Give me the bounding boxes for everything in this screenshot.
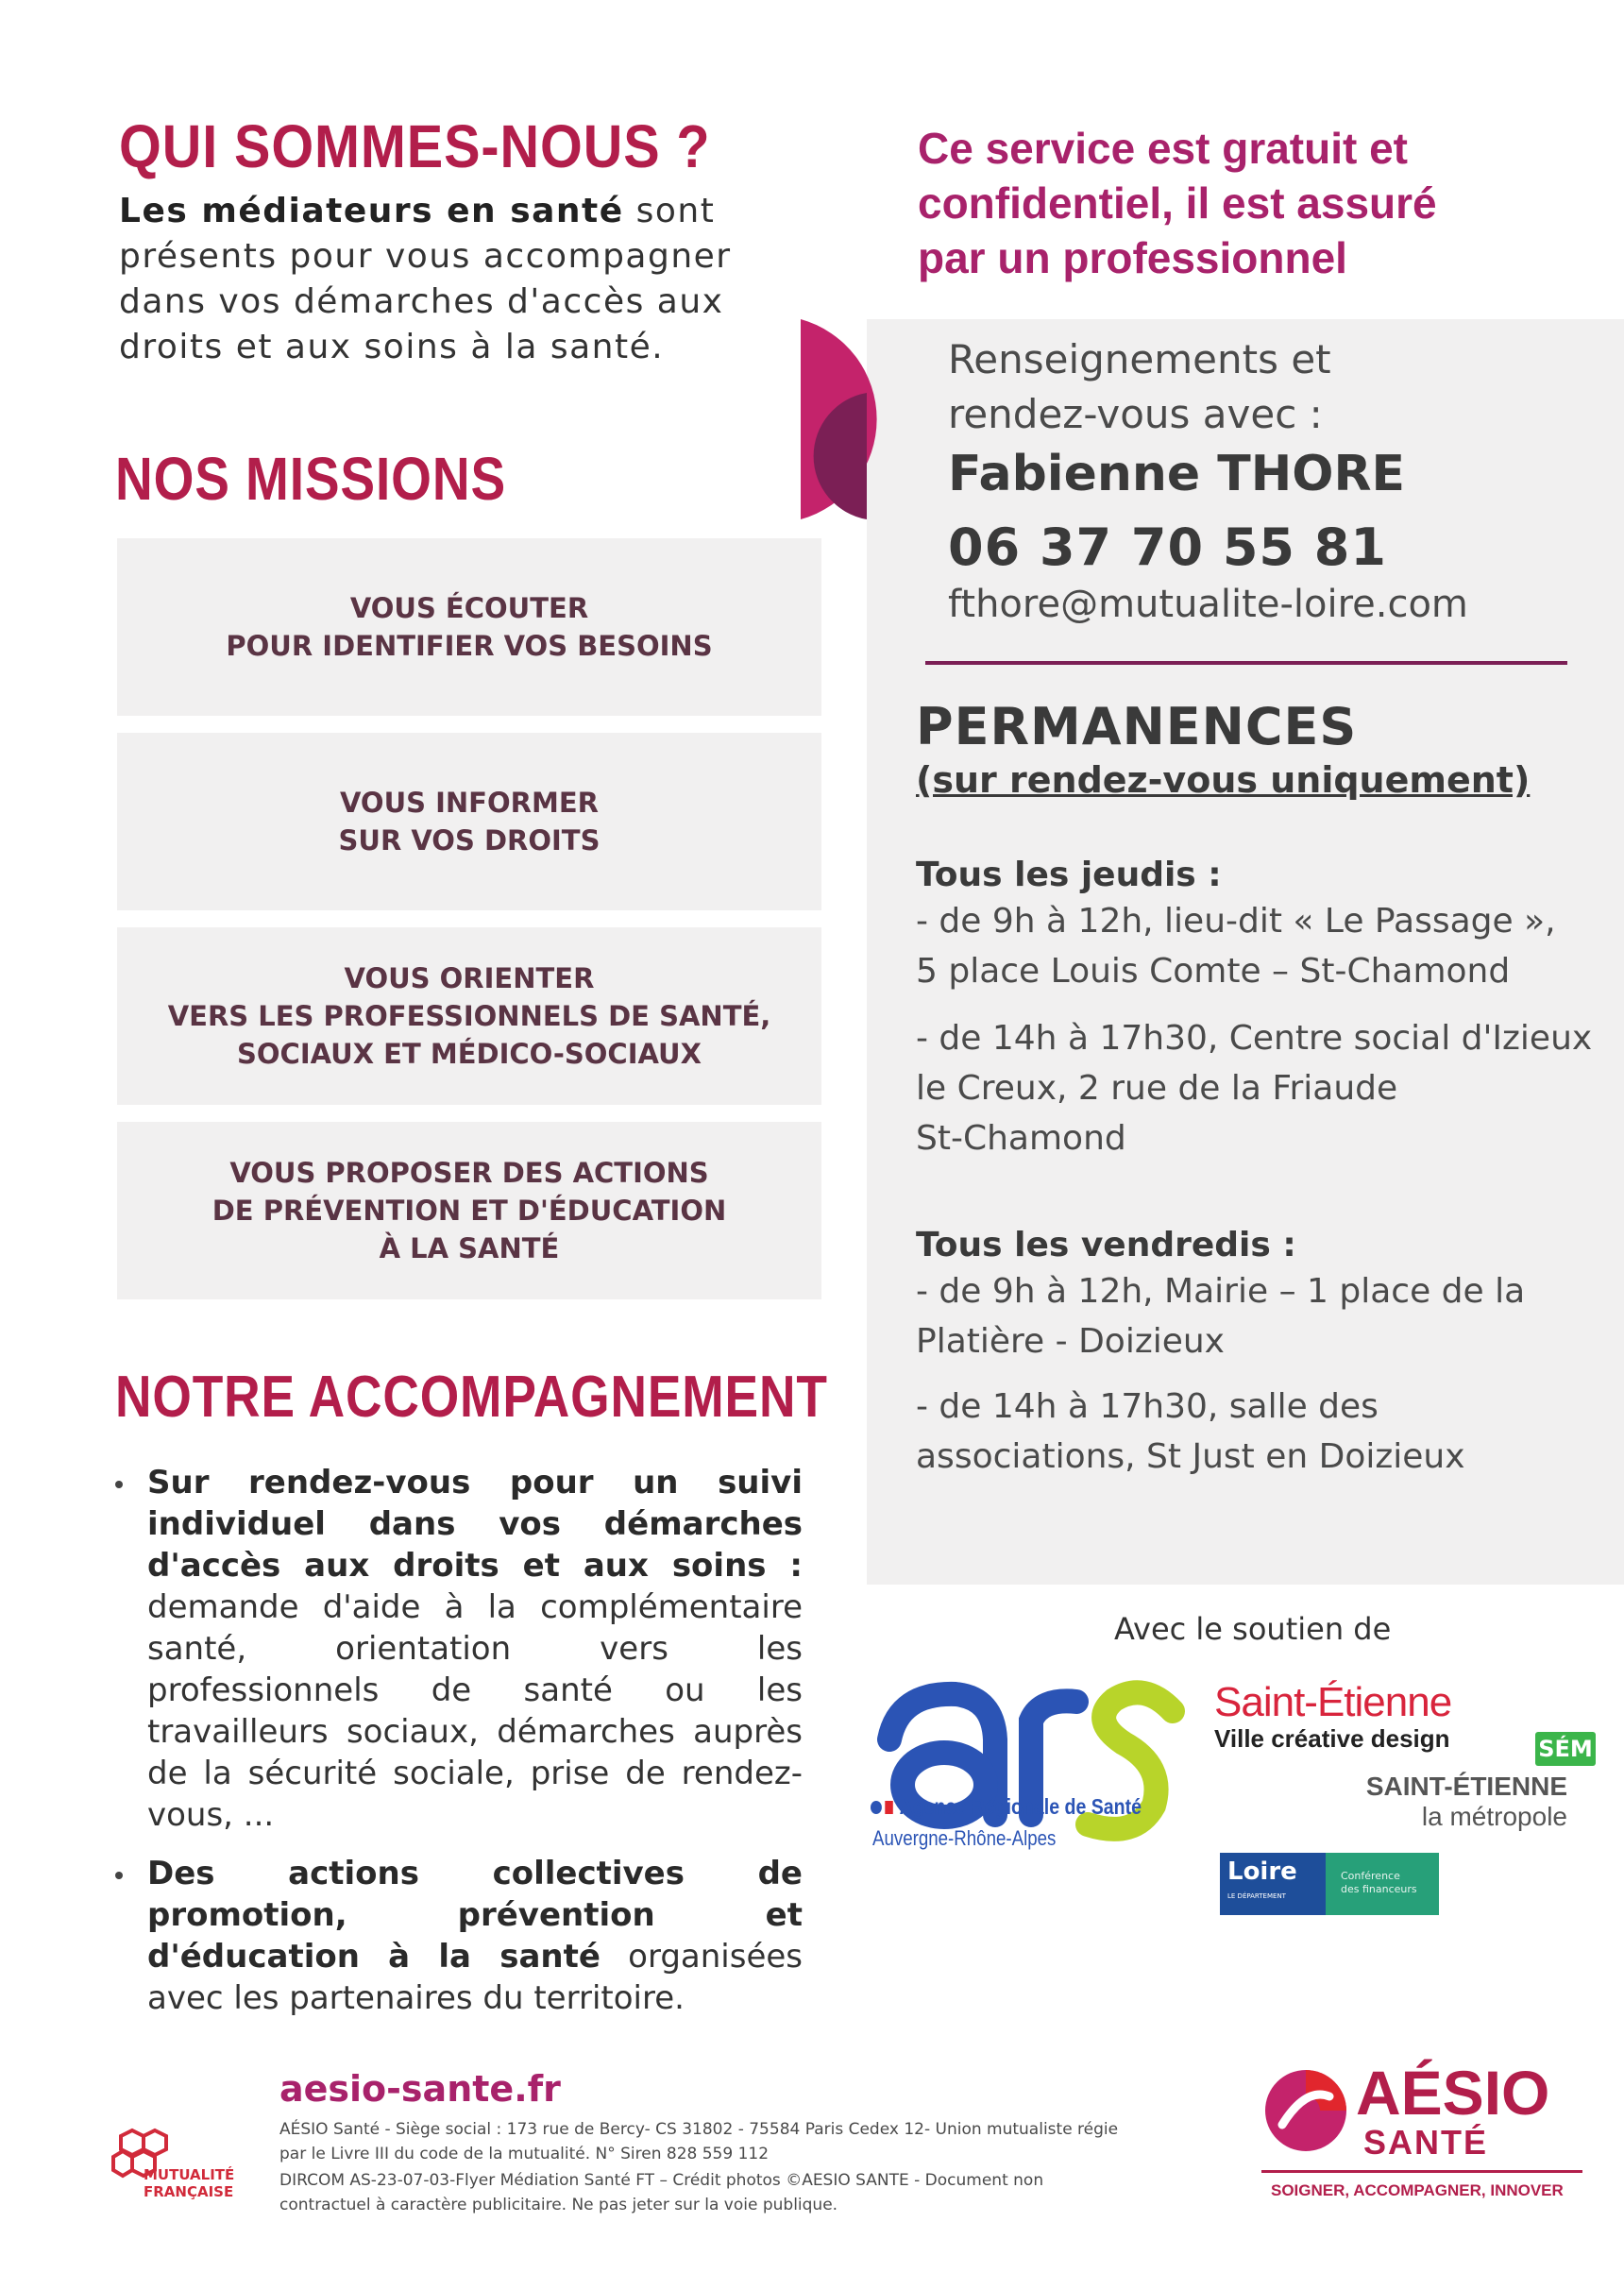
contact-block [948,332,1609,626]
loire-conf1: Conférence [1341,1870,1400,1882]
loire-logo [1220,1853,1439,1915]
missions-title: NOS MISSIONS [115,445,507,513]
support-label: Avec le soutien de [1114,1611,1392,1647]
bullet-collective-text: organisées avec les partenaires du territoire. [147,1938,804,2017]
thursday-entry [916,896,1596,996]
entry-line: - de 14h à 17h30, salle des [916,1387,1379,1426]
friday-entry [916,1266,1525,1366]
permanences-subtitle: (sur rendez-vous uniquement) [916,759,1531,801]
intro-title: QUI SOMMES-NOUS ? [119,112,711,180]
entry-line: - de 9h à 12h, Mairie – 1 place de la [916,1272,1526,1311]
entry-line: le Creux, 2 rue de la Friaude [916,1069,1398,1108]
friday-label: Tous les vendredis : [916,1226,1296,1264]
aesio-name: AÉSIO [1356,2058,1550,2128]
mission-line: POUR IDENTIFIER VOS BESOINS [226,630,713,662]
ars-line2: Auvergne-Rhône-Alpes [872,1826,1057,1850]
friday-block [916,1226,1525,1482]
bullet-individual-bold: Sur rendez-vous pour un suivi individuel dans vos démarches d'accès aux droits et aux soins : [147,1464,803,1585]
ars-name: Agence Régionale de Santé [899,1794,1142,1819]
mission-box-prevention [117,1122,821,1299]
mission-line: VOUS PROPOSER DES ACTIONS [229,1157,709,1189]
service-statement [918,121,1437,285]
aesio-tagline: SOIGNER, ACCOMPAGNER, INNOVER [1271,2181,1564,2199]
intro-line2: présents pour vous accompagner [119,237,732,276]
contact-email[interactable]: fthore@mutualite-loire.com [948,583,1468,626]
mission-line: VOUS ÉCOUTER [349,592,589,624]
entry-line: - de 14h à 17h30, Centre social d'Izieux [916,1019,1593,1058]
legal-line: par le Livre III du code de la mutualité. N° Siren 828 559 112 [279,2145,770,2163]
bullet-collective-bold: Des actions collectives de promotion, prévention et d'éducation à la santé [147,1855,803,1976]
contact-divider [925,661,1567,665]
aesio-divider [1261,2170,1582,2173]
aesio-sante: SANTÉ [1363,2123,1489,2162]
accompagnement-list [115,1462,803,2032]
intro-text [119,189,818,370]
intro-line3: dans vos démarches d'accès aux [119,282,724,321]
loire-name: Loire [1227,1857,1297,1886]
service-line: par un professionnel [918,233,1347,282]
saint-etienne-name: Saint-Étienne [1214,1679,1452,1725]
entry-line: - de 9h à 12h, lieu-dit « Le Passage », [916,902,1556,941]
intro-line4: droits et aux soins à la santé. [119,328,665,366]
legal-text [279,2117,1233,2217]
mission-line: DE PRÉVENTION ET D'ÉDUCATION [211,1195,727,1227]
accompagnement-title: NOTRE ACCOMPAGNEMENT [115,1365,828,1430]
contact-line1: Renseignements et [948,336,1331,382]
mission-line: VOUS INFORMER [340,787,599,819]
metropole-logo [1341,1772,1567,1832]
saint-etienne-tag: Ville créative design [1214,1724,1450,1753]
mission-box-listen [117,538,821,716]
metropole-line2: la métropole [1421,1802,1567,1831]
metropole-line1: SAINT-ÉTIENNE [1365,1772,1567,1801]
legal-line: AÉSIO Santé - Siège social : 173 rue de Bercy- CS 31802 - 75584 Paris Cedex 12- Union mutualiste régie [279,2120,1119,2139]
decorative-semicircles-icon [791,319,933,519]
permanences-title: PERMANENCES [916,697,1358,756]
website-link[interactable]: aesio-sante.fr [279,2068,561,2110]
mission-line: VOUS ORIENTER [344,962,595,994]
ars-line1 [871,1794,1142,1820]
aesio-logo [1261,2057,1601,2199]
loire-conf2: des financeurs [1341,1883,1417,1895]
saint-etienne-logo [1214,1679,1451,1754]
mutualite-line2: FRANÇAISE [144,2183,234,2200]
thursday-entry [916,1013,1596,1163]
ars-logo [871,1673,1192,1881]
entry-line: St-Chamond [916,1119,1126,1158]
loire-sub: LE DÉPARTEMENT [1227,1892,1286,1900]
entry-line: associations, St Just en Doizieux [916,1437,1465,1476]
mission-line: SOCIAUX ET MÉDICO-SOCIAUX [237,1038,702,1070]
friday-entry [916,1382,1525,1482]
contact-name: Fabienne THORE [948,446,1406,502]
mutualite-line1: MUTUALITÉ [144,2166,235,2183]
mission-box-orient [117,927,821,1105]
mission-line: À LA SANTÉ [379,1232,560,1264]
entry-line: 5 place Louis Comte – St-Chamond [916,952,1511,991]
thursday-label: Tous les jeudis : [916,856,1222,894]
bullet-individual [115,1462,803,1836]
contact-phone[interactable]: 06 37 70 55 81 [948,517,1387,577]
contact-line2: rendez-vous avec : [948,391,1323,437]
aesio-swirl-icon [1263,2068,1348,2153]
bullet-individual-text: demande d'aide à la complémentaire santé, orientation vers les professionnels de santé ou les travailleurs sociaux, démarches auprès de la sécurité sociale, prise de rendez-vous, ... [147,1588,803,1834]
mission-line: SUR VOS DROITS [338,824,601,857]
intro-bold: Les médiateurs en santé [119,192,624,230]
intro-line1: sont [635,192,716,230]
service-line: confidentiel, il est assuré [918,178,1437,228]
entry-line: Platière - Doizieux [916,1322,1225,1361]
sem-badge: SÉM [1535,1732,1596,1766]
mission-box-inform [117,733,821,910]
bullet-collective [115,1853,803,2019]
service-line: Ce service est gratuit et [918,124,1409,173]
mutualite-logo [111,2127,244,2200]
thursday-block [916,856,1596,1163]
legal-line: contractuel à caractère publicitaire. Ne pas jeter sur la voie publique. [279,2196,838,2214]
mission-line: VERS LES PROFESSIONNELS DE SANTÉ, [167,1000,771,1032]
legal-line: DIRCOM AS-23-07-03-Flyer Médiation Santé FT – Crédit photos ©AESIO SANTE - Document non [279,2171,1044,2190]
